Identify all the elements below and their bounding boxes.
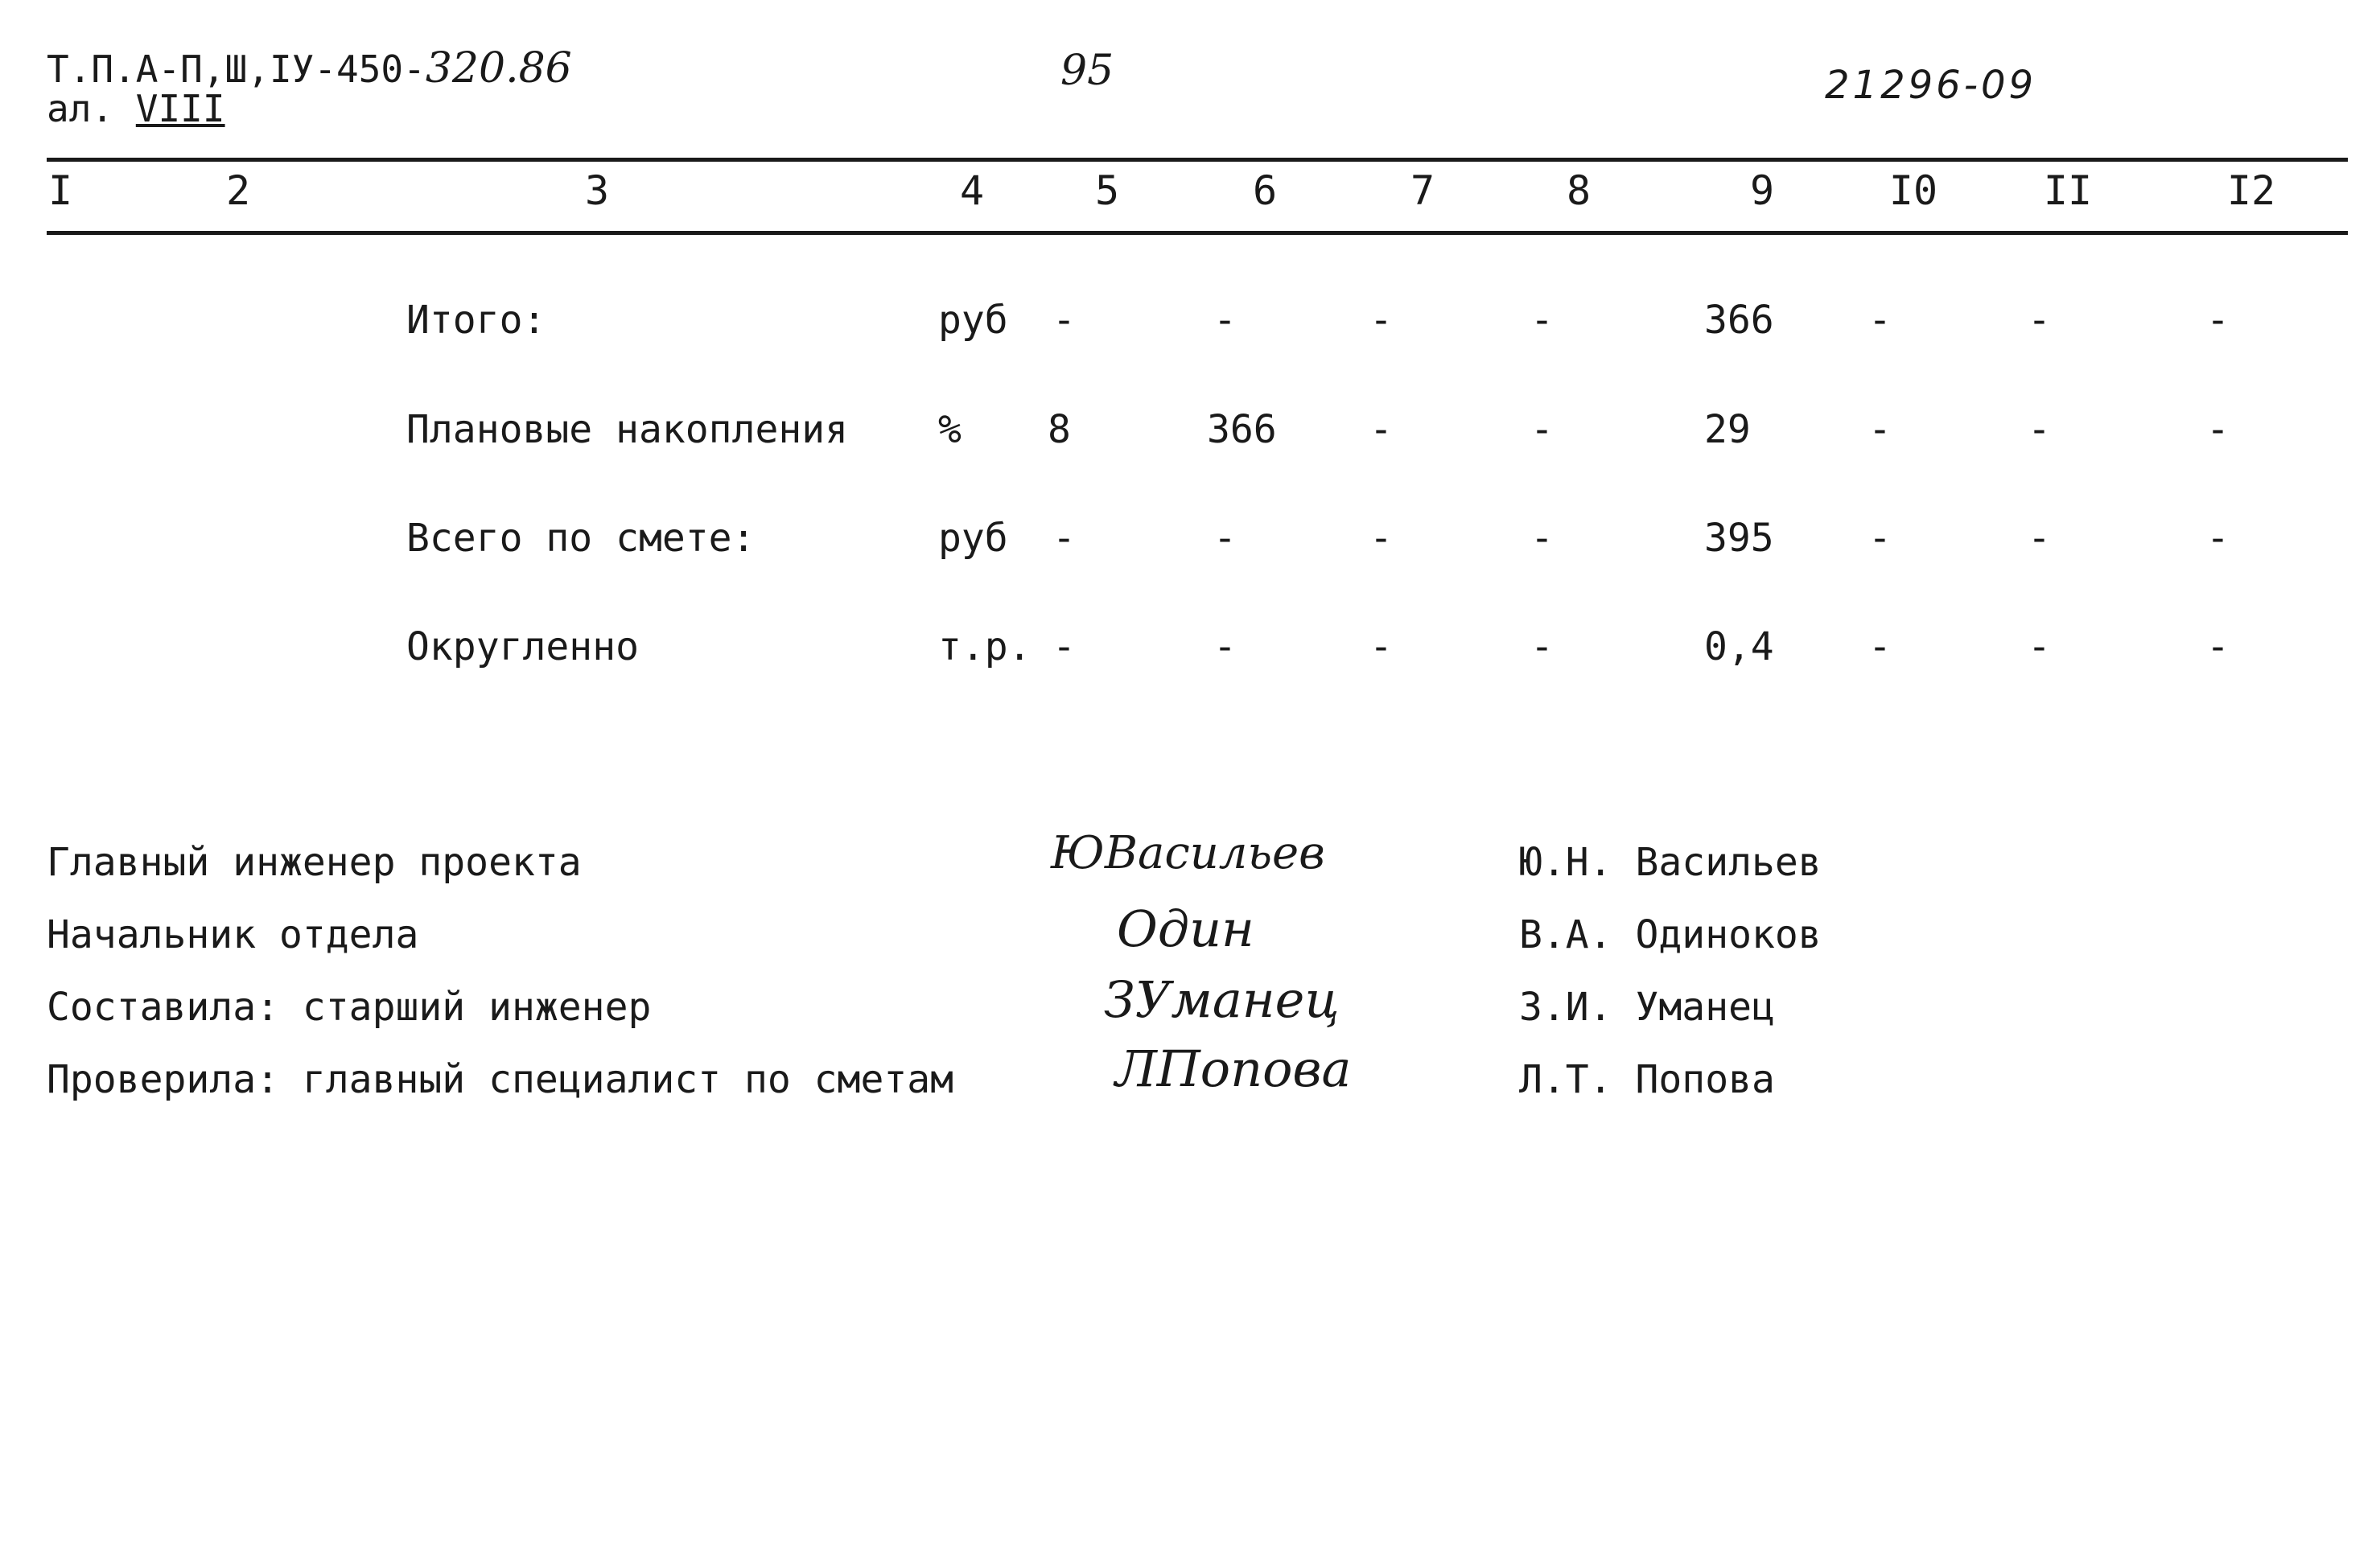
document-code xyxy=(47,44,572,93)
cell-col12: - xyxy=(2206,298,2230,343)
column-header-3: 3 xyxy=(584,167,610,214)
cell-col8: - xyxy=(1530,624,1554,669)
cell-col5: - xyxy=(1052,516,1076,561)
column-header-8: 8 xyxy=(1566,167,1592,214)
column-header-7: 7 xyxy=(1410,167,1435,214)
row-unit: т.р. xyxy=(938,624,1032,669)
cell-col6: - xyxy=(1213,624,1237,669)
page-number: 95 xyxy=(1060,47,1114,95)
row-label: Итого: xyxy=(406,298,546,343)
signatory-name: Л.Т. Попова xyxy=(1519,1057,1775,1102)
cell-col11: - xyxy=(2028,407,2051,452)
signature-role: Проверила: главный специалист по сметам xyxy=(47,1057,954,1102)
cell-col5: 8 xyxy=(1048,407,1071,452)
cell-col11: - xyxy=(2028,298,2051,343)
row-unit: руб xyxy=(938,298,1008,343)
cell-col7: - xyxy=(1369,407,1393,452)
handwritten-signature: ЗУманец xyxy=(1104,970,1340,1029)
cell-col11: - xyxy=(2028,624,2051,669)
row-unit: руб xyxy=(938,516,1008,561)
document-code-prefix: Т.П.А-П,Ш,IУ-450- xyxy=(47,47,426,91)
cell-col9: 366 xyxy=(1704,298,1774,343)
column-header-6: 6 xyxy=(1252,167,1278,214)
handwritten-signature: ЮВасильев xyxy=(1051,827,1325,879)
cell-col10: - xyxy=(1868,407,1892,452)
cell-col5: - xyxy=(1052,624,1076,669)
signature-role: Начальник отдела xyxy=(47,912,419,957)
cell-col8: - xyxy=(1530,516,1554,561)
cell-col8: - xyxy=(1530,407,1554,452)
row-label: Всего по смете: xyxy=(406,516,756,561)
column-header-9: 9 xyxy=(1749,167,1775,214)
signatory-name: Ю.Н. Васильев xyxy=(1519,840,1822,885)
cell-col10: - xyxy=(1868,298,1892,343)
table-header-bottom-rule xyxy=(47,231,2348,235)
cell-col6: 366 xyxy=(1207,407,1277,452)
signature-role: Составила: старший инженер xyxy=(47,985,652,1030)
cell-col9: 0,4 xyxy=(1704,624,1774,669)
cell-col9: 29 xyxy=(1704,407,1751,452)
column-header-11: II xyxy=(2043,167,2093,214)
column-header-4: 4 xyxy=(959,167,985,214)
column-header-10: I0 xyxy=(1888,167,1938,214)
cell-col6: - xyxy=(1213,298,1237,343)
signature-role: Главный инженер проекта xyxy=(47,840,582,885)
cell-col10: - xyxy=(1868,516,1892,561)
column-header-2: 2 xyxy=(225,167,251,214)
album-label: ал. xyxy=(47,87,114,130)
column-header-12: I2 xyxy=(2226,167,2276,214)
handwritten-signature: ЛПопова xyxy=(1115,1039,1352,1098)
row-unit: % xyxy=(938,407,962,452)
signatory-name: В.А. Одиноков xyxy=(1519,912,1822,957)
handwritten-signature: Один xyxy=(1117,899,1254,958)
signatory-name: З.И. Уманец xyxy=(1519,985,1775,1030)
column-header-1: I xyxy=(47,167,73,214)
cell-col11: - xyxy=(2028,516,2051,561)
archive-number: 21296-09 xyxy=(1825,63,2037,108)
cell-col10: - xyxy=(1868,624,1892,669)
cell-col6: - xyxy=(1213,516,1237,561)
cell-col7: - xyxy=(1369,298,1393,343)
cell-col8: - xyxy=(1530,298,1554,343)
cell-col12: - xyxy=(2206,624,2230,669)
cell-col7: - xyxy=(1369,624,1393,669)
album-number: VIII xyxy=(135,87,225,130)
table-top-rule xyxy=(47,158,2348,162)
cell-col7: - xyxy=(1369,516,1393,561)
cell-col12: - xyxy=(2206,407,2230,452)
row-label: Округленно xyxy=(406,624,639,669)
document-code-handwritten: 320.86 xyxy=(425,44,572,93)
cell-col5: - xyxy=(1052,298,1076,343)
cell-col12: - xyxy=(2206,516,2230,561)
column-header-5: 5 xyxy=(1094,167,1120,214)
row-label: Плановые накопления xyxy=(406,407,849,452)
album-reference xyxy=(47,87,225,130)
cell-col9: 395 xyxy=(1704,516,1774,561)
